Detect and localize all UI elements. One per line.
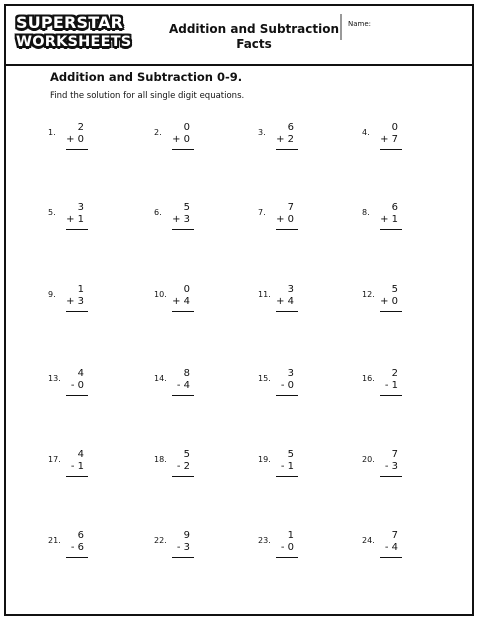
problem-23: [258, 530, 348, 586]
problem-bottom-operand: - 1: [384, 380, 398, 391]
title-line-1: Addition and Subtraction: [168, 22, 340, 36]
problem-number: 3.: [258, 128, 266, 137]
problem-22: [154, 530, 244, 586]
problem-number: 23.: [258, 536, 271, 545]
problem-15: [258, 368, 348, 424]
problem-3: [258, 122, 348, 178]
problem-20: [362, 449, 452, 505]
problem-13: [48, 368, 138, 424]
problem-number: 1.: [48, 128, 56, 137]
problem-top-operand: 6: [77, 530, 84, 541]
problem-number: 12.: [362, 290, 375, 299]
header-divider: [340, 14, 342, 40]
problem-number: 22.: [154, 536, 167, 545]
problem-top-operand: 5: [183, 202, 190, 213]
problem-bottom-operand: + 1: [66, 214, 84, 225]
problem-4: [362, 122, 452, 178]
problem-top-operand: 7: [391, 449, 398, 460]
problem-bottom-operand: - 1: [280, 461, 294, 472]
answer-line[interactable]: [66, 395, 88, 396]
problem-top-operand: 1: [77, 284, 84, 295]
problem-9: [48, 284, 138, 340]
problem-12: [362, 284, 452, 340]
problem-top-operand: 5: [391, 284, 398, 295]
problem-top-operand: 4: [77, 449, 84, 460]
answer-line[interactable]: [380, 557, 402, 558]
problem-number: 7.: [258, 208, 266, 217]
problem-top-operand: 1: [287, 530, 294, 541]
problem-8: [362, 202, 452, 258]
problem-number: 16.: [362, 374, 375, 383]
problem-2: [154, 122, 244, 178]
problem-14: [154, 368, 244, 424]
title-line-2: Facts: [236, 37, 272, 51]
answer-line[interactable]: [276, 311, 298, 312]
problem-1: [48, 122, 138, 178]
answer-line[interactable]: [66, 149, 88, 150]
problem-11: [258, 284, 348, 340]
problem-number: 15.: [258, 374, 271, 383]
problem-number: 5.: [48, 208, 56, 217]
answer-line[interactable]: [276, 229, 298, 230]
answer-line[interactable]: [172, 395, 194, 396]
problem-top-operand: 4: [77, 368, 84, 379]
problem-number: 2.: [154, 128, 162, 137]
problem-bottom-operand: - 6: [70, 542, 84, 553]
problem-19: [258, 449, 348, 505]
problem-top-operand: 7: [391, 530, 398, 541]
answer-line[interactable]: [276, 476, 298, 477]
answer-line[interactable]: [276, 557, 298, 558]
problem-number: 9.: [48, 290, 56, 299]
problem-top-operand: 2: [391, 368, 398, 379]
problem-number: 20.: [362, 455, 375, 464]
problem-5: [48, 202, 138, 258]
problem-bottom-operand: - 3: [176, 542, 190, 553]
problem-10: [154, 284, 244, 340]
problem-bottom-operand: + 7: [380, 134, 398, 145]
problem-number: 4.: [362, 128, 370, 137]
problem-7: [258, 202, 348, 258]
problem-top-operand: 8: [183, 368, 190, 379]
problem-17: [48, 449, 138, 505]
problem-top-operand: 3: [77, 202, 84, 213]
answer-line[interactable]: [276, 395, 298, 396]
problem-bottom-operand: - 3: [384, 461, 398, 472]
answer-line[interactable]: [172, 311, 194, 312]
problem-top-operand: 3: [287, 368, 294, 379]
answer-line[interactable]: [66, 557, 88, 558]
answer-line[interactable]: [380, 149, 402, 150]
problem-16: [362, 368, 452, 424]
problem-top-operand: 2: [77, 122, 84, 133]
problem-bottom-operand: + 3: [172, 214, 190, 225]
instructions: Find the solution for all single digit equations.: [50, 91, 245, 101]
answer-line[interactable]: [380, 229, 402, 230]
problem-number: 6.: [154, 208, 162, 217]
problem-bottom-operand: + 1: [380, 214, 398, 225]
answer-line[interactable]: [276, 149, 298, 150]
problem-bottom-operand: + 0: [380, 296, 398, 307]
problem-number: 13.: [48, 374, 61, 383]
logo-line-2: WORKSHEETS: [16, 34, 132, 50]
problem-bottom-operand: + 0: [172, 134, 190, 145]
problem-21: [48, 530, 138, 586]
problem-top-operand: 5: [287, 449, 294, 460]
problem-number: 14.: [154, 374, 167, 383]
problem-bottom-operand: + 4: [172, 296, 190, 307]
problem-number: 18.: [154, 455, 167, 464]
problem-bottom-operand: + 4: [276, 296, 294, 307]
problem-bottom-operand: + 0: [66, 134, 84, 145]
problem-number: 10.: [154, 290, 167, 299]
problem-number: 24.: [362, 536, 375, 545]
answer-line[interactable]: [380, 311, 402, 312]
problem-24: [362, 530, 452, 586]
worksheet-header: [4, 4, 474, 66]
problem-top-operand: 0: [391, 122, 398, 133]
problem-top-operand: 3: [287, 284, 294, 295]
problem-top-operand: 7: [287, 202, 294, 213]
answer-line[interactable]: [172, 229, 194, 230]
answer-line[interactable]: [380, 476, 402, 477]
worksheet-title: [164, 22, 344, 52]
problem-number: 17.: [48, 455, 61, 464]
problem-6: [154, 202, 244, 258]
problem-top-operand: 5: [183, 449, 190, 460]
problem-top-operand: 0: [183, 284, 190, 295]
answer-line[interactable]: [66, 229, 88, 230]
name-label: Name:: [348, 20, 372, 28]
problem-bottom-operand: - 0: [280, 380, 294, 391]
problem-top-operand: 6: [391, 202, 398, 213]
problem-number: 21.: [48, 536, 61, 545]
answer-line[interactable]: [172, 149, 194, 150]
problem-18: [154, 449, 244, 505]
answer-line[interactable]: [172, 476, 194, 477]
problem-number: 19.: [258, 455, 271, 464]
problem-bottom-operand: - 4: [176, 380, 190, 391]
problem-bottom-operand: - 2: [176, 461, 190, 472]
problem-bottom-operand: - 4: [384, 542, 398, 553]
problem-top-operand: 0: [183, 122, 190, 133]
answer-line[interactable]: [66, 476, 88, 477]
problem-bottom-operand: - 1: [70, 461, 84, 472]
problem-bottom-operand: + 2: [276, 134, 294, 145]
problem-number: 11.: [258, 290, 271, 299]
problem-bottom-operand: - 0: [280, 542, 294, 553]
problem-top-operand: 9: [183, 530, 190, 541]
problem-bottom-operand: + 3: [66, 296, 84, 307]
superstar-worksheets-logo: [16, 14, 156, 51]
answer-line[interactable]: [172, 557, 194, 558]
problem-bottom-operand: + 0: [276, 214, 294, 225]
problem-top-operand: 6: [287, 122, 294, 133]
problem-number: 8.: [362, 208, 370, 217]
logo-line-1: SUPERSTAR: [16, 13, 124, 32]
answer-line[interactable]: [380, 395, 402, 396]
section-title: Addition and Subtraction 0-9.: [50, 70, 243, 84]
answer-line[interactable]: [66, 311, 88, 312]
problem-bottom-operand: - 0: [70, 380, 84, 391]
